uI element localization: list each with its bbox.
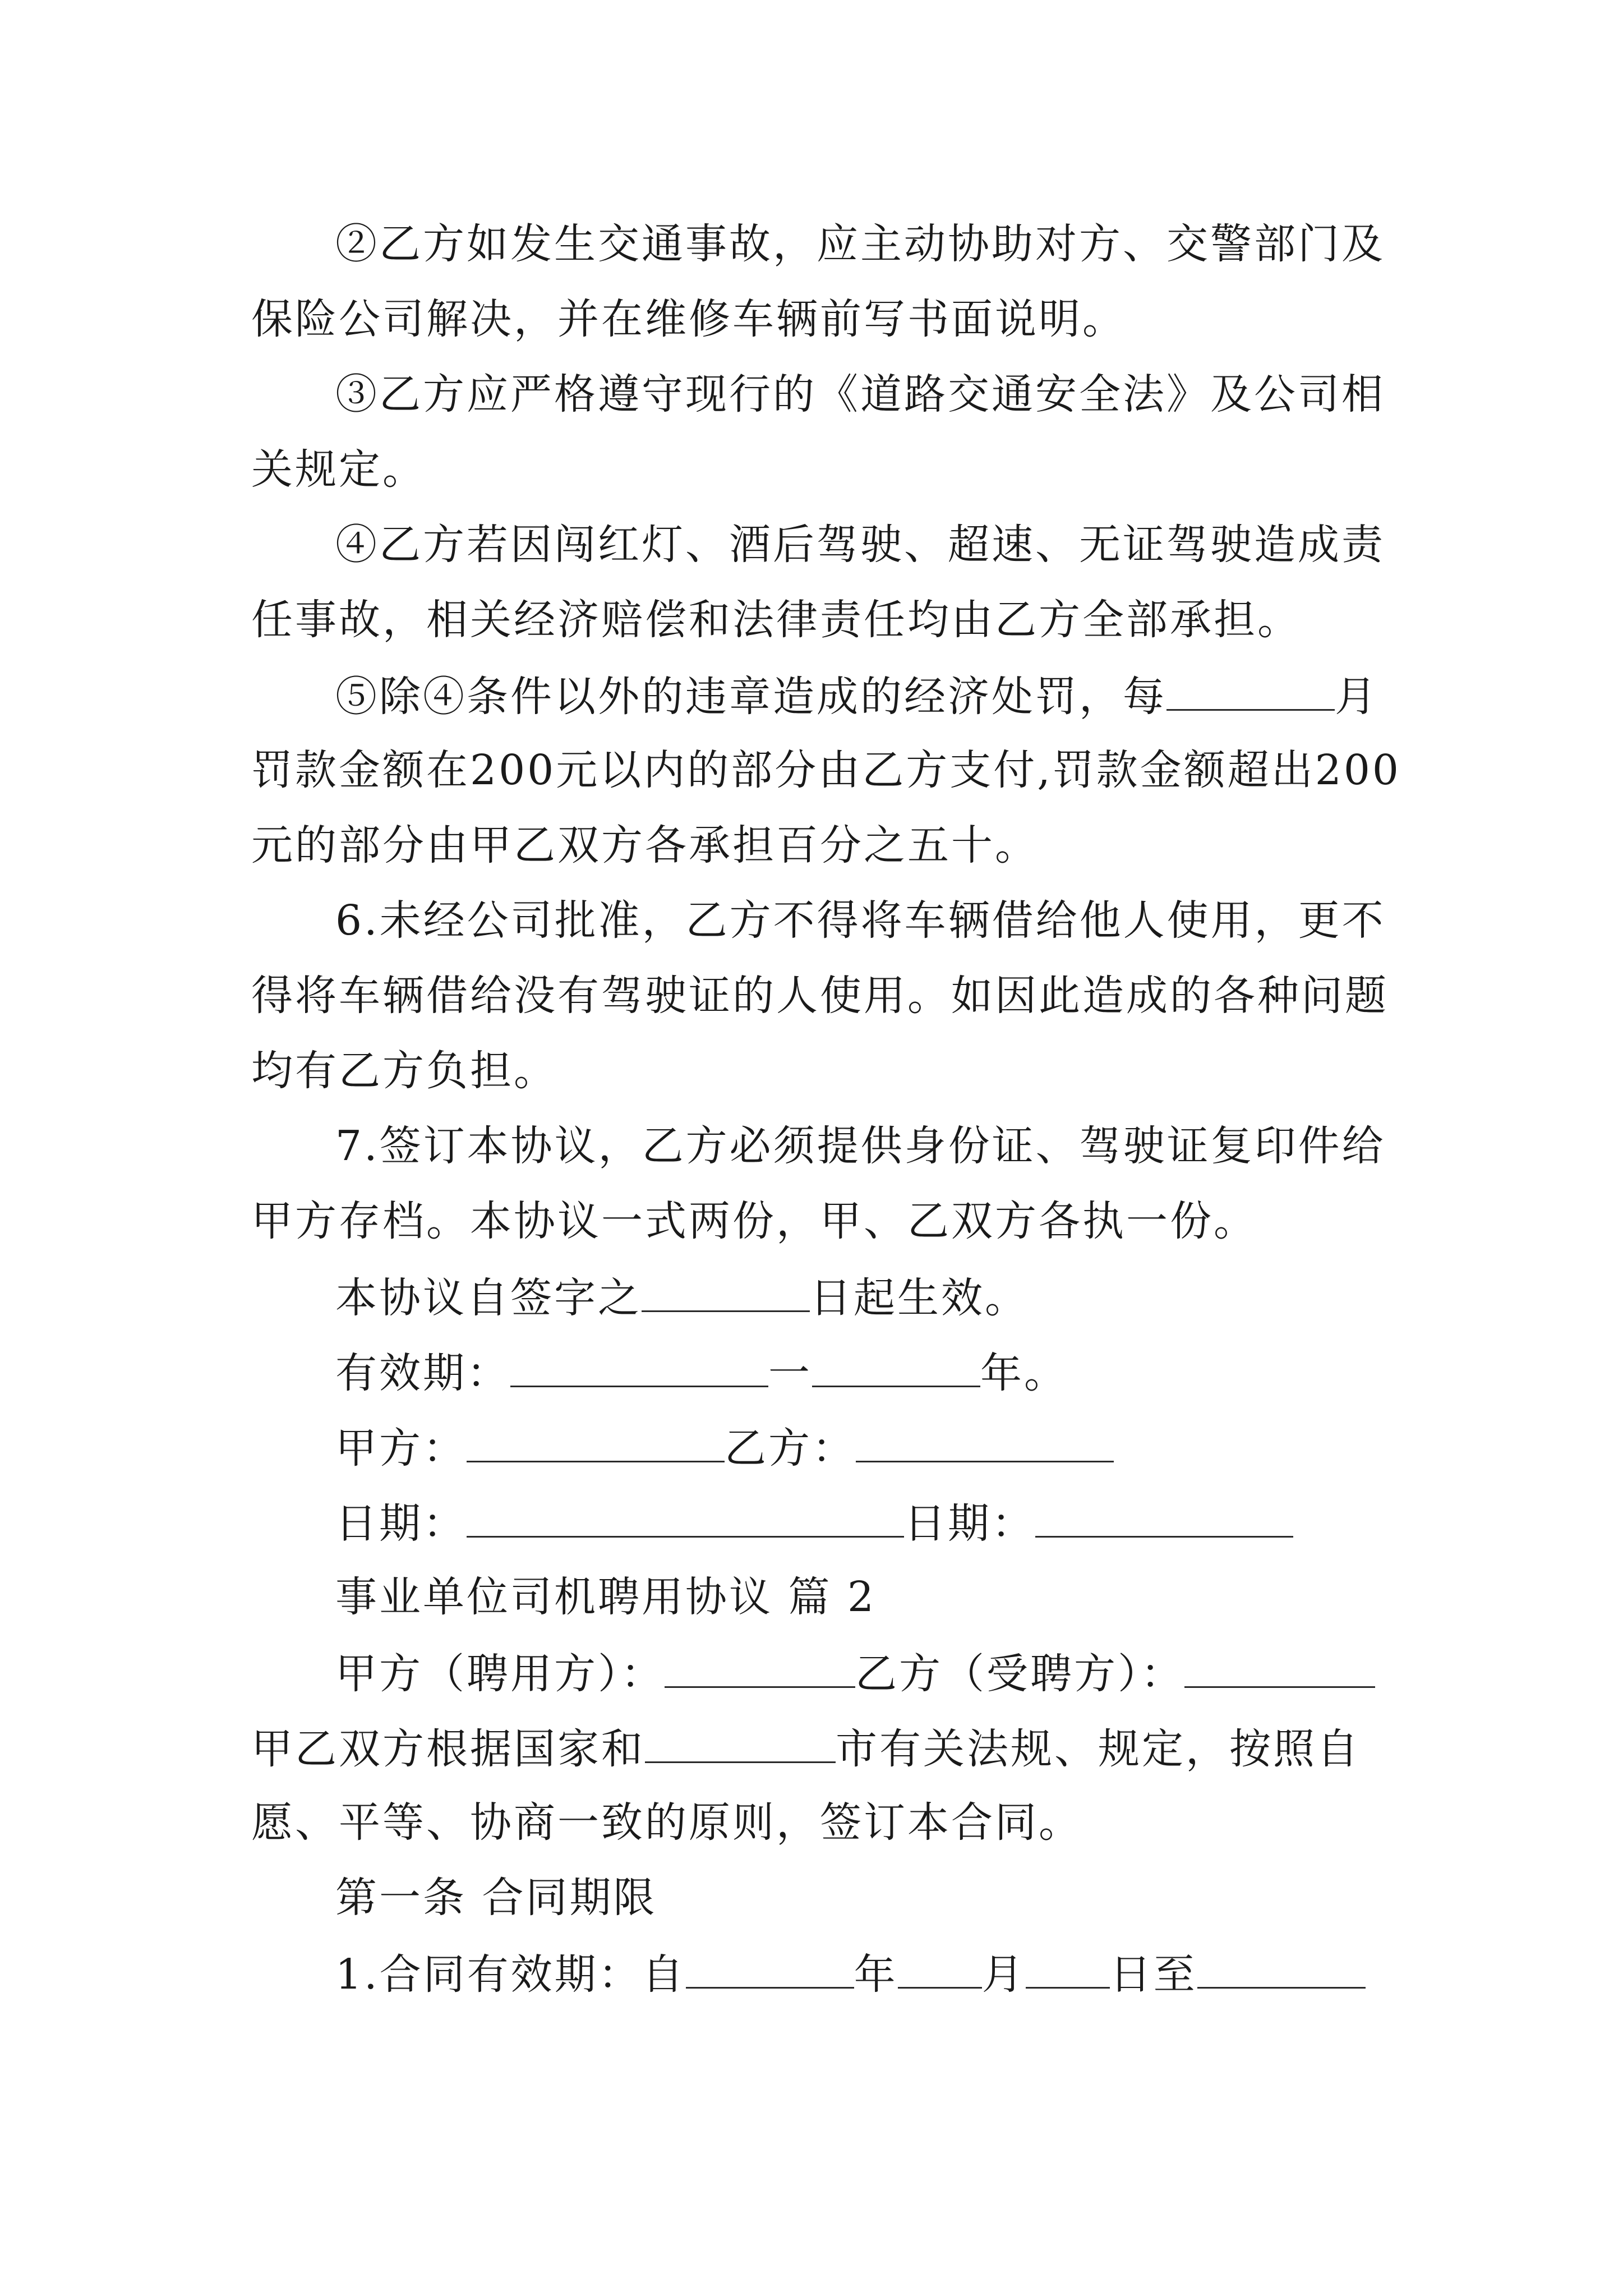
text-line [251,1040,1390,1102]
text-line [335,1266,1390,1327]
fill-blank[interactable] [856,1416,1114,1462]
line-text: 均有乙方负担。 [251,1047,557,1095]
fill-blank[interactable] [898,1942,982,1989]
text-line [335,664,1390,726]
line-text: 甲乙双方根据国家和 [251,1725,645,1773]
text-line [335,1115,1390,1177]
line-text: 日期： [904,1499,1035,1548]
fill-blank[interactable] [1184,1641,1375,1688]
line-text: 关规定。 [251,445,426,494]
line-text: 日至 [1109,1950,1197,1999]
line-text: 乙方： [725,1424,856,1473]
line-text: 元的部分由甲乙双方各承担百分之五十。 [251,821,1039,869]
text-line [251,589,1390,651]
line-text: 保险公司解决，并在维修车辆前写书面说明。 [251,295,1126,343]
text-line [335,213,1390,275]
fill-blank[interactable] [467,1491,904,1538]
line-text: 甲方： [335,1424,467,1473]
line-text: 7.签订本协议，乙方必须提供身份证、驾驶证复印件给 [335,1122,1386,1170]
line-text: 一 [768,1349,812,1397]
text-line [335,1341,1390,1402]
text-line [335,1641,1390,1703]
line-text: 罚款金额在200元以内的部分由乙方支付,罚款金额超出200 [251,746,1401,794]
line-text: 甲方（聘用方）： [335,1650,665,1698]
text-line [335,890,1390,951]
text-line [335,1942,1390,2004]
line-text: 本协议自签字之 [335,1274,642,1322]
line-text: 得将车辆借给没有驾驶证的人使用。如因此造成的各种问题 [251,972,1389,1020]
fill-blank[interactable] [1026,1942,1110,1989]
fill-blank[interactable] [1166,664,1335,711]
fill-blank[interactable] [686,1942,854,1989]
line-text: 6.未经公司批准，乙方不得将车辆借给他人使用，更不 [335,896,1386,945]
text-line [251,965,1390,1027]
fill-blank[interactable] [1035,1491,1293,1538]
text-line [251,739,1401,801]
text-line [251,1717,1390,1778]
fill-blank[interactable] [467,1416,725,1462]
article-heading [335,1867,1390,1929]
text-line [335,514,1390,576]
fill-blank[interactable] [1197,1942,1366,1989]
line-text: 年 [854,1950,898,1999]
text-line [251,1792,1390,1853]
line-text: 月 [1335,673,1378,721]
line-text: 乙方（受聘方）： [855,1650,1184,1698]
line-text: ③乙方应严格遵守现行的《道路交通安全法》及公司相 [335,370,1385,418]
line-text: 市有关法规、规定，按照自 [836,1725,1361,1773]
text-line [335,364,1390,425]
fill-blank[interactable] [642,1266,810,1312]
line-text: 日起生效。 [810,1274,1029,1322]
text-line [335,1416,1390,1478]
fill-blank[interactable] [812,1341,980,1387]
fill-blank[interactable] [665,1641,855,1688]
line-text: 愿、平等、协商一致的原则，签订本合同。 [251,1798,1082,1847]
fill-blank[interactable] [510,1341,768,1387]
line-text: 月 [981,1950,1026,1999]
line-text: 事业单位司机聘用协议 篇 2 [335,1573,877,1621]
section-heading [335,1566,1390,1628]
line-text: ②乙方如发生交通事故，应主动协助对方、交警部门及 [335,220,1385,268]
fill-blank[interactable] [645,1717,836,1763]
line-text: 任事故，相关经济赔偿和法律责任均由乙方全部承担。 [251,596,1301,644]
line-text: 甲方存档。本协议一式两份，甲、乙双方各执一份。 [251,1197,1257,1245]
text-line [251,815,1390,876]
text-line [251,288,1390,350]
line-text: ⑤除④条件以外的违章造成的经济处罚，每 [335,673,1166,721]
line-text: ④乙方若因闯红灯、酒后驾驶、超速、无证驾驶造成责 [335,521,1385,569]
line-text: 日期： [335,1499,467,1548]
line-text: 第一条 合同期限 [335,1874,657,1922]
text-line [335,1491,1390,1553]
text-line [251,439,1390,500]
line-text: 有效期： [335,1349,510,1397]
line-text: 1.合同有效期：自 [335,1950,686,1999]
text-line [251,1190,1390,1252]
line-text: 年。 [980,1349,1068,1397]
